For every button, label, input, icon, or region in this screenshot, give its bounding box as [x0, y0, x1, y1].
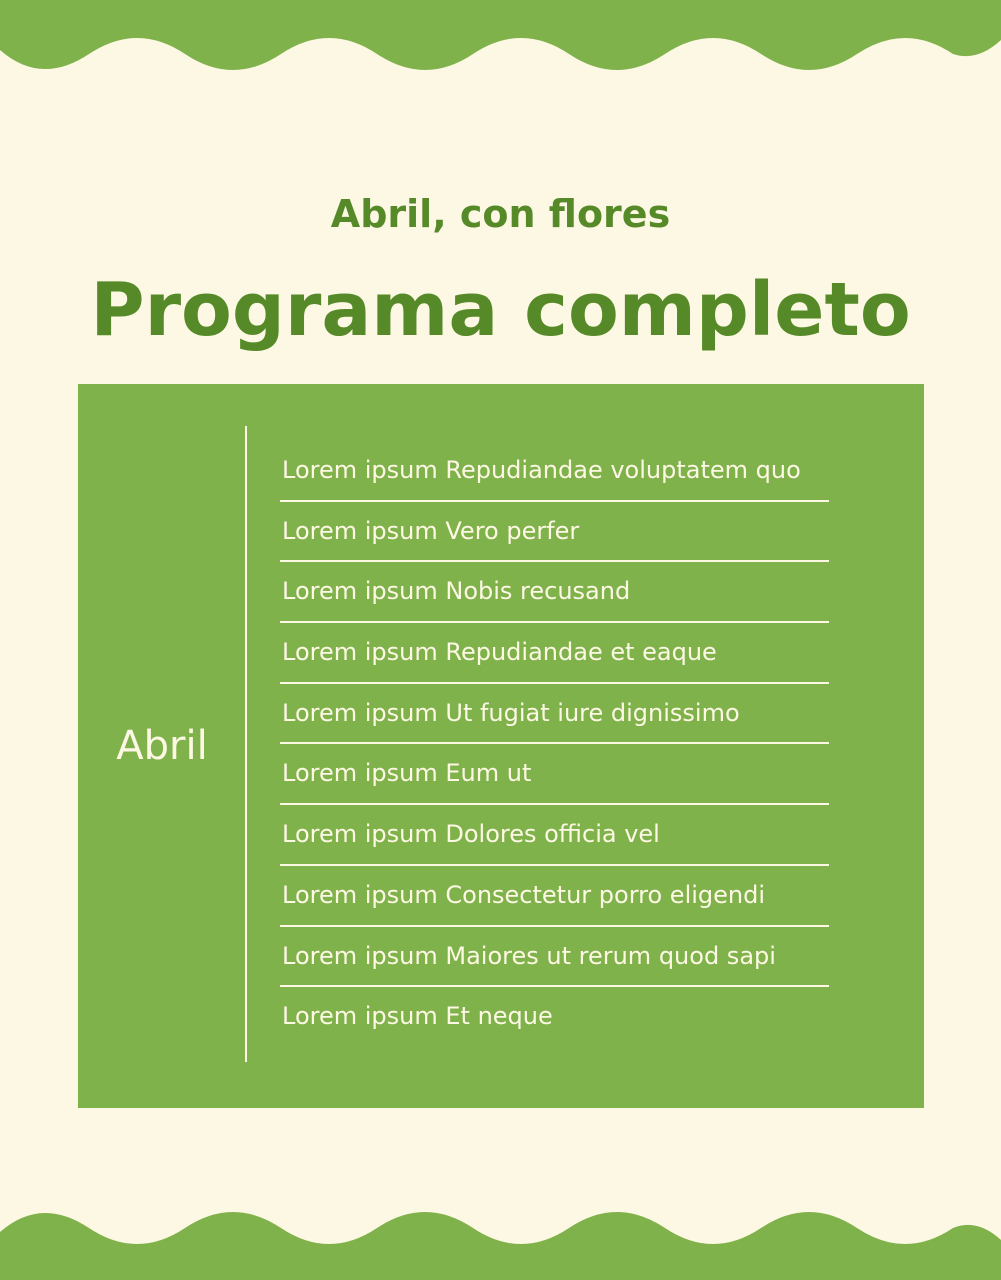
page-subtitle: Abril, con flores: [330, 192, 671, 236]
list-item: Lorem ipsum Consectetur porro eligendi: [280, 866, 829, 927]
list-item: Lorem ipsum Repudiandae et eaque: [280, 623, 829, 684]
list-item: Lorem ipsum Ut fugiat iure dignissimo: [280, 684, 829, 745]
list-item: Lorem ipsum Dolores officia vel: [280, 805, 829, 866]
event-list: [280, 441, 829, 1046]
list-item: Lorem ipsum Repudiandae voluptatem quo: [280, 441, 829, 502]
list-item: Lorem ipsum Nobis recusand: [280, 562, 829, 623]
month-label: Abril: [116, 723, 208, 769]
list-item: Lorem ipsum Eum ut: [280, 744, 829, 805]
list-item: Lorem ipsum Vero perfer: [280, 502, 829, 563]
list-item: Lorem ipsum Et neque: [282, 1002, 553, 1031]
page-title: Programa completo: [90, 267, 911, 353]
top-wave-border: [0, 0, 1001, 80]
list-item: Lorem ipsum Maiores ut rerum quod sapi: [280, 927, 829, 988]
schedule-panel: [78, 384, 924, 1108]
vertical-divider: [245, 426, 247, 1062]
bottom-wave-border: [0, 1210, 1001, 1280]
